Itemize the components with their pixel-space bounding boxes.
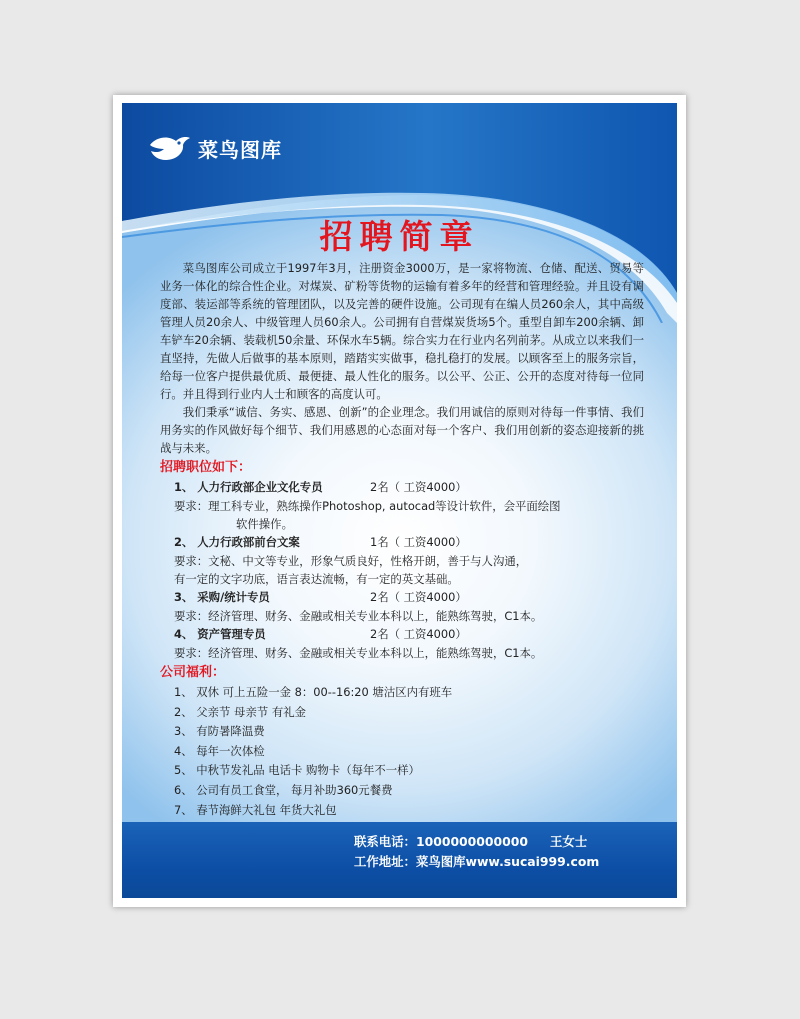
position-requirement: 要求：经济管理、财务、金融或相关专业本科以上，能熟练驾驶，C1本。 — [174, 646, 543, 660]
position-count: 2名（ 工资4000） — [370, 627, 467, 641]
position-title: 1、 人力行政部企业文化专员 — [174, 480, 323, 494]
contact-info — [354, 832, 609, 872]
position-item — [160, 588, 644, 625]
content-body — [160, 259, 644, 840]
position-title: 4、 资产管理专员 — [174, 627, 266, 641]
position-requirement-cont: 软件操作。 — [236, 517, 293, 531]
benefit-item: 5、 中秋节发礼品 电话卡 购物卡（每年不一样） — [174, 763, 420, 778]
footer-band — [122, 822, 677, 898]
benefit-item: 3、 有防暑降温费 — [174, 724, 265, 739]
benefit-item: 7、 春节海鲜大礼包 年货大礼包 — [174, 802, 337, 817]
intro-paragraph: 我们秉承“诚信、务实、感恩、创新”的企业理念。我们用诚信的原则对待每一件事情、我们用务实的作风做好每个细节、我们用感恩的心态面对每一个客户、我们用创新的姿态迎接新的挑战与未来。 — [160, 405, 644, 455]
contact-person: 王女士 — [550, 834, 588, 849]
position-count: 2名（ 工资4000） — [370, 590, 467, 604]
position-requirement: 要求：文秘、中文等专业，形象气质良好，性格开朗，善于与人沟通， — [174, 554, 528, 568]
position-requirement: 要求：理工科专业，熟练操作Photoshop, autocad等设计软件，会平面绘图 — [174, 499, 561, 513]
page-title: 招聘简章 — [319, 217, 480, 256]
position-requirement: 要求：经济管理、财务、金融或相关专业本科以上，能熟练驾驶，C1本。 — [174, 609, 543, 623]
address-label: 工作地址： — [354, 854, 416, 869]
benefits-heading: 公司福利： — [160, 665, 226, 680]
benefit-item: 2、 父亲节 母亲节 有礼金 — [174, 704, 307, 719]
position-title: 2、 人力行政部前台文案 — [174, 535, 300, 549]
position-title: 3、 采购/统计专员 — [174, 590, 270, 604]
address-line — [354, 852, 609, 872]
positions-heading: 招聘职位如下： — [160, 460, 252, 475]
phone-number: 1000000000000 — [415, 834, 529, 849]
address-value: 菜鸟图库www.sucai999.com — [415, 854, 600, 869]
position-count: 1名（ 工资4000） — [370, 535, 467, 549]
position-count: 2名（ 工资4000） — [370, 480, 467, 494]
position-item — [160, 478, 644, 533]
phone-line — [354, 832, 609, 852]
intro-paragraph: 菜鸟图库公司成立于1997年3月，注册资金3000万，是一家将物流、仓储、配送、贸易等业务一体化的综合性企业。对煤炭、矿粉等货物的运输有着多年的经营和管理经验。并且设有调度部、装运部等系统的管理团队，以及完善的硬件设施。公司现有在编人员260余人，其中高级管理人员20余人、中级管理人员60余人。公司拥有自营煤炭货场5个。重型自卸车200余辆、卸车铲车20余辆、装载机50余量、环保水车5辆。综合实力在行业内名列前茅。从成立以来我们一直坚持，先做人后做事的基本原则，踏踏实实做事，稳扎稳打的发展。以顾客至上的服务宗旨，给每一位客户提供最优质、最便捷、最人性化的服务。以公平、公正、公开的态度对待每一位同行。并且得到行业内人士和顾客的高度认可。 — [160, 261, 644, 401]
poster — [113, 95, 686, 907]
benefit-item: 4、 每年一次体检 — [174, 743, 265, 758]
benefit-item: 6、 公司有员工食堂， 每月补助360元餐费 — [174, 782, 393, 797]
position-item — [160, 533, 644, 588]
bird-icon — [148, 133, 192, 163]
phone-label: 联系电话： — [354, 834, 416, 849]
logo — [148, 133, 282, 163]
position-item — [160, 625, 644, 662]
poster-inner — [122, 103, 677, 898]
position-requirement-cont: 有一定的文字功底，语言表达流畅，有一定的英文基础。 — [174, 572, 459, 586]
benefit-item: 1、 双休 可上五险一金 8：00--16:20 塘沽区内有班车 — [174, 685, 453, 699]
logo-name: 菜鸟图库 — [198, 137, 282, 162]
